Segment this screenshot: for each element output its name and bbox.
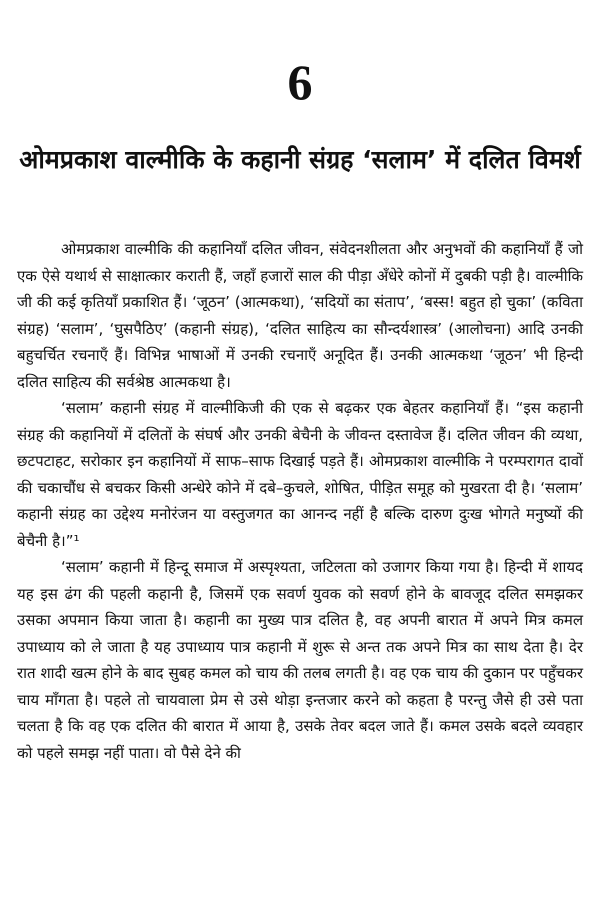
paragraph: ‘सलाम’ कहानी में हिन्दू समाज में अस्पृश्यता, जटिलता को उजागर किया गया है। हिन्दी में शायद यह इस ढंग की पहली कहानी है, जिसमें एक सवर्ण युवक को सवर्ण होने के बावजूद दलित समझकर उसका अपमान किया जाता है। कहानी का मुख्य पात्र दलित है, वह अपनी बारात में अपने मित्र कमल उपाध्याय को ले जाता है यह उपाध्याय पात्र कहानी में शुरू से अन्त तक अपने मित्र का साथ देता है। देर रात शादी खत्म होने के बाद सुबह कमल को चाय की तलब लगती है। वह एक चाय की दुकान पर पहुँचकर चाय माँगता है। पहले तो चायवाला प्रेम से उसे थोड़ा इन्तजार करने को कहता है परन्तु जैसे ही उसे पता चलता है कि वह एक दलित की बारात में आया है, उसके तेवर बदल जाते हैं। कमल उसके बदले व्यवहार को पहले समझ नहीं पाता। वो पैसे देने की: [17, 558, 583, 762]
body-text: [17, 236, 583, 766]
paragraph: ‘सलाम’ कहानी संग्रह में वाल्मीकिजी की एक से बढ़कर एक बेहतर कहानियाँ हैं। “इस कहानी संग्रह की कहानियों में दलितों के संघर्ष और उनकी बेचैनी के जीवन्त दस्तावेज हैं। दलित जीवन की व्यथा, छटपटाहट, सरोकार इन कहानियों में साफ–साफ दिखाई पड़ते हैं। ओमप्रकाश वाल्मीकि ने परम्परागत दावों की चकाचौंध से बचकर किसी अन्धेरे कोने में दबे–कुचले, शोषित, पीड़ित समूह को मुखरता दी है। ‘सलाम’ कहानी संग्रह का उद्देश्य मनोरंजन या वस्तुजगत का आनन्द नहीं है बल्कि दारुण दुःख भोगते मनुष्यों की बेचैनी है।”¹: [17, 399, 583, 550]
paragraph: ओमप्रकाश वाल्मीकि की कहानियाँ दलित जीवन, संवेदनशीलता और अनुभवों की कहानियाँ हैं जो एक ऐसे यथार्थ से साक्षात्कार कराती हैं, जहाँ हजारों साल की पीड़ा अँधेरे कोनों में दुबकी पड़ी है। वाल्मीकि जी की कई कृतियाँ प्रकाशित हैं। ‘जूठन’ (आत्मकथा), ‘सदियों का संताप’, ‘बस्स! बहुत हो चुका’ (कविता संग्रह) ‘सलाम’, ‘घुसपैठिए’ (कहानी संग्रह), ‘दलित साहित्य का सौन्दर्यशास्त्र’ (आलोचना) आदि उनकी बहुचर्चित रचनाएँ हैं। विभिन्न भाषाओं में उनकी रचनाएँ अनूदित हैं। उनकी आत्मकथा ‘जूठन’ भी हिन्दी दलित साहित्य की सर्वश्रेष्ठ आत्मकथा है।: [17, 240, 583, 391]
chapter-number: 6: [287, 54, 313, 110]
chapter-title: ओमप्रकाश वाल्मीकि के कहानी संग्रह ‘सलाम’ में दलित विमर्श: [19, 145, 581, 174]
